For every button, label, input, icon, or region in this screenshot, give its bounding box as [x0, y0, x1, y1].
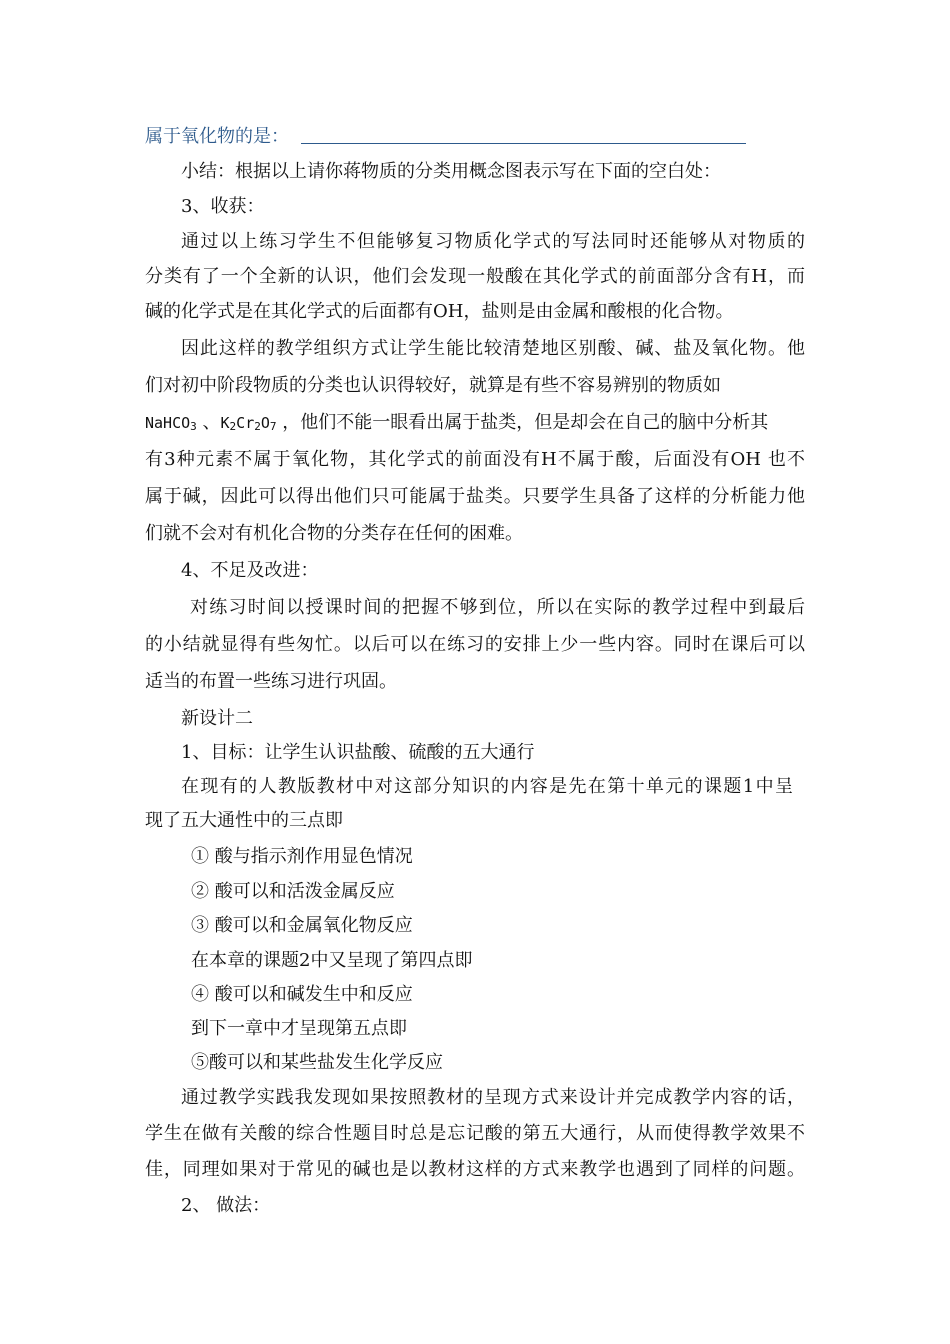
paragraph-line: 们对初中阶段物质的分类也认识得较好，就算是有些不容易辨别的物质如	[145, 375, 721, 396]
answer-blank[interactable]	[301, 125, 746, 144]
paragraph-line: 有3种元素不属于氧化物，其化学式的前面没有H不属于酸，后面没有OH 也不	[145, 449, 805, 470]
formula-nahco3: NaHCO$_3$	[145, 414, 197, 433]
paragraph-line: 到下一章中才呈现第五点即	[191, 1018, 407, 1039]
paragraph-line: 现了五大通性中的三点即	[145, 810, 343, 831]
heading-improvement: 4、不足及改进：	[181, 560, 319, 581]
list-item: ⑤酸可以和某些盐发生化学反应	[191, 1052, 443, 1073]
heading-goal: 1、目标：让学生认识盐酸、硫酸的五大通行	[181, 742, 535, 763]
paragraph-line: 佳，同理如果对于常见的碱也是以教材这样的方式来教学也遇到了同样的问题。	[145, 1159, 805, 1180]
paragraph-line: 碱的化学式是在其化学式的后面都有OH，盐则是由金属和酸根的化合物。	[145, 301, 734, 322]
paragraph-line: 属于碱，因此可以得出他们只可能属于盐类。只要学生具备了这样的分析能力他	[145, 486, 805, 507]
oxide-question-label: 属于氧化物的是：	[145, 126, 289, 147]
list-item: ③ 酸可以和金属氧化物反应	[191, 915, 413, 936]
list-item: ④ 酸可以和碱发生中和反应	[191, 984, 413, 1005]
paragraph-line: 通过以上练习学生不但能够复习物质化学式的写法同时还能够从对物质的	[181, 231, 805, 252]
formula-k2cr2o7: $K_2Cr_2O_7$	[220, 414, 277, 433]
list-item: ① 酸与指示剂作用显色情况	[191, 846, 413, 867]
paragraph-line: 们就不会对有机化合物的分类存在任何的困难。	[145, 523, 523, 544]
paragraph-line: 的小结就显得有些匆忙。以后可以在练习的安排上少一些内容。同时在课后可以	[145, 634, 805, 655]
paragraph-line: 适当的布置一些练习进行巩固。	[145, 671, 397, 692]
list-item: ② 酸可以和活泼金属反应	[191, 881, 395, 902]
paragraph-line: 通过教学实践我发现如果按照教材的呈现方式来设计并完成教学内容的话，	[181, 1087, 805, 1108]
paragraph-line: 学生在做有关酸的综合性题目时总是忘记酸的第五大通行，从而使得教学效果不	[145, 1123, 805, 1144]
heading-method: 2、 做法：	[181, 1195, 271, 1216]
oxide-question-line	[145, 125, 746, 149]
paragraph-line: 对练习时间以授课时间的把握不够到位，所以在实际的教学过程中到最后	[190, 597, 805, 618]
formula-line: NaHCO$_3$ 、$K_2Cr_2O_7$ ，他们不能一眼看出属于盐类，但是却会在自己的脑中分析其	[145, 412, 769, 433]
paragraph-line: 在现有的人教版教材中对这部分知识的内容是先在第十单元的课题1中呈	[181, 776, 793, 797]
paragraph-line: 因此这样的教学组织方式让学生能比较清楚地区别酸、碱、盐及氧化物。他	[181, 338, 805, 359]
paragraph-line: 在本章的课题2中又呈现了第四点即	[191, 950, 473, 971]
section-title-new-design-2: 新设计二	[181, 708, 253, 729]
summary-line: 小结：根据以上请你蒋物质的分类用概念图表示写在下面的空白处：	[181, 161, 721, 182]
paragraph-line: 分类有了一个全新的认识，他们会发现一般酸在其化学式的前面部分含有H，而	[145, 266, 805, 287]
heading-harvest: 3、收获：	[181, 196, 265, 217]
